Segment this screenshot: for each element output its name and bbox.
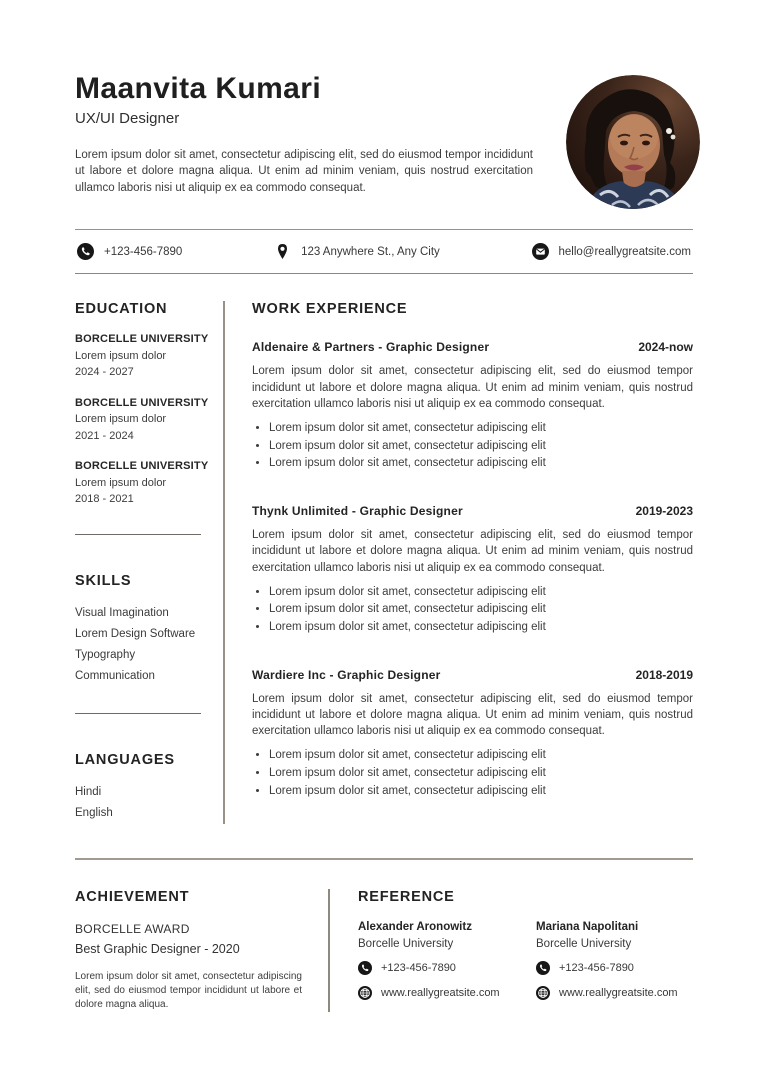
skills-list: [75, 603, 223, 687]
skills-section: [75, 573, 223, 687]
school-name: BORCELLE UNIVERSITY: [75, 460, 209, 473]
footer-divider: [75, 858, 693, 860]
reference-website: www.reallygreatsite.com: [381, 986, 500, 999]
skill-item: Lorem Design Software: [75, 628, 196, 641]
education-period: 2024 - 2027: [75, 366, 134, 379]
email-icon: [532, 243, 549, 260]
job-bullet: • Lorem ipsum dolor sit amet, consectetur adipiscing elit: [269, 782, 693, 800]
education-detail: Lorem ipsum dolor: [75, 349, 167, 362]
languages-list: [75, 782, 223, 824]
globe-icon: [536, 986, 550, 1000]
location-icon: [274, 243, 291, 260]
education-entry: [75, 395, 223, 445]
language-item: Hindi: [75, 786, 102, 799]
education-period: 2018 - 2021: [75, 493, 134, 506]
achievement-detail: Best Graphic Designer - 2020: [75, 941, 240, 956]
reference-org: Borcelle University: [358, 937, 454, 950]
globe-icon: [358, 986, 372, 1000]
skills-heading: SKILLS: [75, 572, 132, 589]
sidebar: [75, 301, 223, 824]
phone-icon: [77, 243, 94, 260]
job-title: Wardiere Inc - Graphic Designer: [252, 667, 441, 682]
header: [75, 73, 693, 197]
phone-icon: [358, 961, 372, 975]
footer: [75, 889, 693, 1012]
job-bullets: [252, 419, 693, 472]
contact-phone-value: +123-456-7890: [104, 245, 183, 258]
reference-phone-row: [358, 961, 536, 975]
contact-address-value: 123 Anywhere St., Any City: [301, 245, 440, 258]
education-detail: Lorem ipsum dolor: [75, 413, 167, 426]
job-bullet: • Lorem ipsum dolor sit amet, consectetur adipiscing elit: [269, 454, 693, 472]
phone-icon: [536, 961, 550, 975]
reference-person: [358, 921, 536, 1000]
job-entry: [252, 340, 693, 472]
reference-website: www.reallygreatsite.com: [559, 986, 678, 999]
job-bullet: • Lorem ipsum dolor sit amet, consectetur adipiscing elit: [269, 601, 693, 619]
job-description: Lorem ipsum dolor sit amet, consectetur adipiscing elit, sed do eiusmod tempor incididunt ut labore et dolore magna aliqua. Ut enim ad minim veniam, quis nostrud exercitation ullamco laboris nisi ut aliquip ex ea commodo consequat.: [252, 528, 693, 574]
languages-heading: LANGUAGES: [75, 751, 175, 768]
contact-email: [532, 243, 691, 260]
job-bullet: • Lorem ipsum dolor sit amet, consectetur adipiscing elit: [269, 618, 693, 636]
job-bullets: [252, 583, 693, 636]
job-bullet: • Lorem ipsum dolor sit amet, consectetur adipiscing elit: [269, 764, 693, 782]
achievement-award: BORCELLE AWARD: [75, 921, 190, 936]
skill-item: Visual Imagination: [75, 607, 169, 620]
reference-website-row: [536, 986, 714, 1000]
job-title: Aldenaire & Partners - Graphic Designer: [252, 340, 490, 355]
reference-name: Alexander Aronowitz: [358, 920, 472, 933]
contact-bar: [75, 229, 693, 274]
reference-section: [330, 889, 714, 1012]
profile-photo: [566, 75, 700, 209]
reference-heading: REFERENCE: [358, 888, 455, 905]
sidebar-divider: [75, 534, 201, 535]
skill-item: Typography: [75, 649, 136, 662]
achievement-heading: ACHIEVEMENT: [75, 888, 190, 905]
job-title: Thynk Unlimited - Graphic Designer: [252, 503, 463, 518]
job-description: Lorem ipsum dolor sit amet, consectetur adipiscing elit, sed do eiusmod tempor incididunt ut labore et dolore magna aliqua. Ut enim ad minim veniam, quis nostrud exercitation ullamco laboris nisi ut aliquip ex ea commodo consequat.: [252, 692, 693, 738]
education-entry: [75, 331, 223, 381]
education-detail: Lorem ipsum dolor: [75, 476, 167, 489]
job-entry: [252, 504, 693, 636]
job-bullets: [252, 747, 693, 800]
reference-name: Mariana Napolitani: [536, 920, 639, 933]
job-period: 2024-now: [638, 340, 693, 355]
job-period: 2018-2019: [635, 667, 693, 682]
job-period: 2019-2023: [635, 503, 693, 518]
job-bullet: • Lorem ipsum dolor sit amet, consectetur adipiscing elit: [269, 437, 693, 455]
profile-summary: Lorem ipsum dolor sit amet, consectetur adipiscing elit, sed do eiusmod tempor incididunt ut labore et dolore magna aliqua. Ut enim ad minim veniam, quis nostrud exercitation ullamco laboris nisi ut aliquip ex ea commodo consequat.: [75, 148, 533, 195]
reference-phone: +123-456-7890: [381, 961, 456, 974]
reference-people: [358, 921, 714, 1000]
languages-section: [75, 752, 223, 824]
education-heading: EDUCATION: [75, 301, 168, 318]
contact-email-value: hello@reallygreatsite.com: [558, 245, 691, 258]
body-columns: [75, 301, 693, 824]
contact-address: [274, 243, 440, 260]
contact-phone: [77, 243, 182, 260]
reference-website-row: [358, 986, 536, 1000]
work-experience-section: [225, 301, 693, 824]
reference-phone: +123-456-7890: [559, 961, 634, 974]
skill-item: Communication: [75, 670, 155, 683]
school-name: BORCELLE UNIVERSITY: [75, 333, 209, 346]
job-head: [252, 668, 693, 682]
language-item: English: [75, 807, 113, 820]
sidebar-divider: [75, 713, 201, 714]
reference-org: Borcelle University: [536, 937, 632, 950]
reference-phone-row: [536, 961, 714, 975]
reference-person: [536, 921, 714, 1000]
job-head: [252, 504, 693, 518]
profile-photo-image: [566, 75, 700, 209]
person-role: UX/UI Designer: [75, 109, 180, 127]
education-period: 2021 - 2024: [75, 429, 134, 442]
job-description: Lorem ipsum dolor sit amet, consectetur adipiscing elit, sed do eiusmod tempor incididunt ut labore et dolore magna aliqua. Ut enim ad minim veniam, quis nostrud exercitation ullamco laboris nisi ut aliquip ex ea commodo consequat.: [252, 365, 693, 410]
achievement-description: Lorem ipsum dolor sit amet, consectetur adipiscing elit, sed do eiusmod tempor incididunt ut labore et dolore magna aliqua.: [75, 970, 302, 1010]
job-bullet: • Lorem ipsum dolor sit amet, consectetur adipiscing elit: [269, 583, 693, 601]
person-name: Maanvita Kumari: [75, 72, 322, 105]
job-head: [252, 340, 693, 354]
job-bullet: • Lorem ipsum dolor sit amet, consectetur adipiscing elit: [269, 419, 693, 437]
job-entry: [252, 668, 693, 800]
education-entry: [75, 458, 223, 508]
job-bullet: • Lorem ipsum dolor sit amet, consectetur adipiscing elit: [269, 747, 693, 765]
achievement-section: [75, 889, 302, 1012]
work-experience-heading: WORK EXPERIENCE: [252, 301, 408, 318]
school-name: BORCELLE UNIVERSITY: [75, 396, 209, 409]
